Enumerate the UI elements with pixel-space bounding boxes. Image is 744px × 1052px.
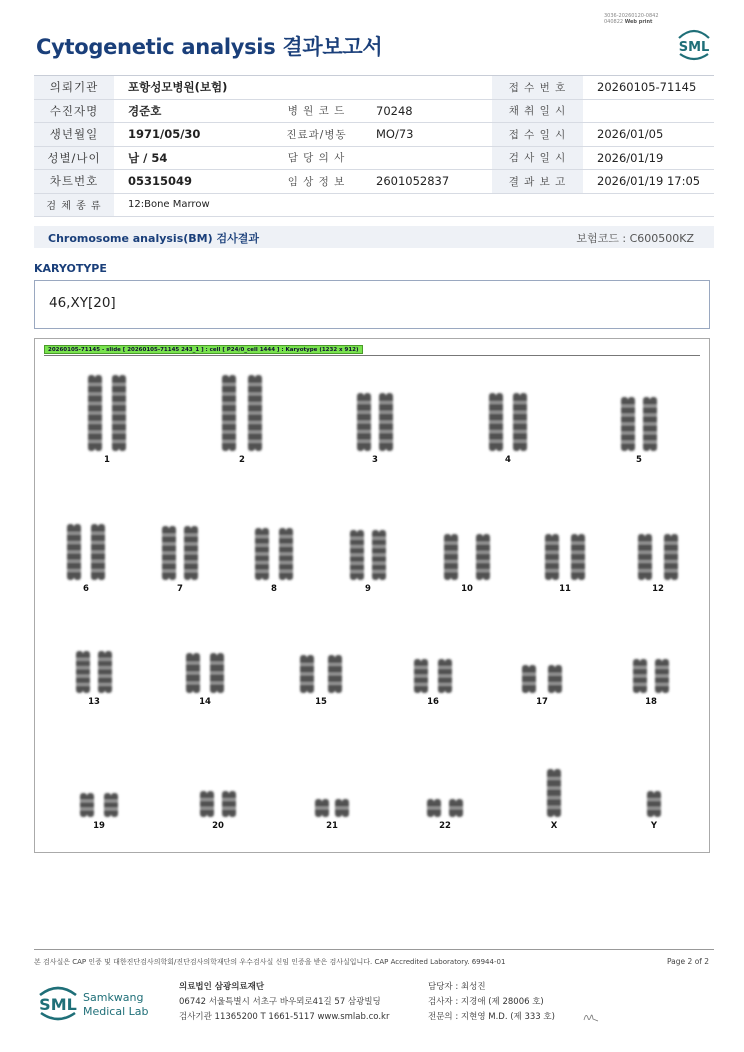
chromosome-pair-11 bbox=[545, 534, 585, 594]
chromosome-pair-Y bbox=[647, 791, 661, 831]
chromosome-pair-2 bbox=[222, 375, 262, 465]
info-row bbox=[34, 170, 714, 194]
staff-specialist: 전문의 : 지현영 M.D. (제 333 호) bbox=[428, 1012, 555, 1022]
chromosome-label: 2 bbox=[239, 455, 245, 465]
footer-sml-logo bbox=[36, 981, 186, 1025]
chromosome-pair-21 bbox=[315, 799, 349, 831]
info-row bbox=[34, 76, 714, 100]
value-department-ward: MO/73 bbox=[362, 123, 492, 147]
patient-info-table bbox=[34, 75, 714, 217]
image-caption: 20260105-71145 - slide [ 20260105-71145 243_1 ] : cell [ P24/0_cell 1444 ] : Karyotype (1232 x 912) bbox=[44, 345, 363, 354]
chromosome-pair-12 bbox=[638, 534, 678, 594]
page-number: Page 2 of 2 bbox=[667, 957, 710, 966]
label-receipt-datetime: 접 수 일 시 bbox=[492, 123, 583, 147]
sml-logo bbox=[674, 26, 714, 64]
web-print-label: Web print bbox=[624, 19, 653, 25]
chromosome-label: 13 bbox=[88, 697, 100, 707]
value-result-report: 2026/01/19 17:05 bbox=[583, 170, 714, 194]
chromosome-label: 11 bbox=[559, 584, 571, 594]
sml-logo-text: SML bbox=[678, 40, 710, 55]
karyotype-image bbox=[34, 338, 710, 853]
label-chart-number: 차트번호 bbox=[34, 170, 114, 194]
document-id-line1: 3036-20260120-0842 bbox=[604, 13, 659, 19]
cap-accreditation-statement: 본 검사실은 CAP 인증 및 대한진단검사의학회/진단검사의학재단의 우수검사실 신임 인증을 받은 검사실입니다. CAP Accredited Laboratory. 69944-01 bbox=[34, 958, 506, 966]
chromosome-label: X bbox=[550, 821, 558, 831]
chromosome-pair-6 bbox=[67, 524, 105, 594]
section-title: Chromosome analysis(BM) 검사결과 bbox=[48, 232, 259, 245]
chromosome-label: 22 bbox=[439, 821, 451, 831]
chromosome-label: 3 bbox=[372, 455, 378, 465]
chromosome-label: 18 bbox=[645, 697, 657, 707]
value-chart-number: 05315049 bbox=[114, 170, 271, 194]
staff-tester: 검사자 : 지경애 (제 28006 호) bbox=[428, 997, 544, 1007]
footer-logo-name2: Medical Lab bbox=[83, 1005, 149, 1018]
chromosome-label: 20 bbox=[212, 821, 224, 831]
org-name: 의료법인 삼광의료재단 bbox=[179, 982, 265, 992]
chromosome-pair-1 bbox=[88, 375, 126, 465]
info-row bbox=[34, 123, 714, 147]
chromosome-label: 8 bbox=[271, 584, 277, 594]
chromosome-pair-18 bbox=[633, 659, 669, 707]
label-collection-datetime: 채 취 일 시 bbox=[492, 99, 583, 123]
karyogram bbox=[35, 339, 711, 854]
insurance-code: 보험코드 : C600500KZ bbox=[576, 232, 694, 245]
chromosome-pair-17 bbox=[522, 665, 562, 707]
chromosome-label: 1 bbox=[104, 455, 110, 465]
value-requesting-institution: 포항성모병원(보험) bbox=[114, 76, 492, 100]
chromosome-pair-14 bbox=[186, 653, 224, 707]
label-department-ward: 진료과/병동 bbox=[271, 123, 362, 147]
chromosome-pair-X bbox=[547, 769, 561, 831]
label-test-datetime: 검 사 일 시 bbox=[492, 146, 583, 170]
chromosome-pair-4 bbox=[489, 393, 527, 465]
chromosome-pair-9 bbox=[350, 530, 386, 594]
label-clinical-info: 임 상 정 보 bbox=[271, 170, 362, 194]
label-hospital-code: 병 원 코 드 bbox=[271, 99, 362, 123]
chromosome-label: 6 bbox=[83, 584, 89, 594]
footer-staff-block bbox=[428, 980, 555, 1025]
chromosome-label: Y bbox=[650, 821, 658, 831]
value-hospital-code: 70248 bbox=[362, 99, 492, 123]
karyotype-result-box bbox=[34, 280, 710, 329]
chromosome-pair-8 bbox=[255, 528, 293, 594]
chromosome-pair-10 bbox=[444, 534, 490, 594]
chromosome-pair-15 bbox=[300, 655, 342, 707]
karyotype-value: 46,XY[20] bbox=[49, 295, 116, 311]
label-accession-number: 접 수 번 호 bbox=[492, 76, 583, 100]
chromosome-label: 19 bbox=[93, 821, 105, 831]
chromosome-pair-3 bbox=[357, 393, 393, 465]
value-patient-name: 경준호 bbox=[114, 99, 271, 123]
info-row bbox=[34, 146, 714, 170]
value-physician bbox=[362, 146, 492, 170]
value-collection-datetime bbox=[583, 99, 714, 123]
value-birthdate: 1971/05/30 bbox=[114, 123, 271, 147]
chromosome-label: 5 bbox=[636, 455, 642, 465]
karyotype-label: KARYOTYPE bbox=[34, 262, 107, 275]
org-address: 06742 서울특별시 서초구 바우뫼로41길 57 삼광빌딩 bbox=[179, 997, 381, 1007]
footer-logo-name1: Samkwang bbox=[83, 991, 144, 1004]
value-test-datetime: 2026/01/19 bbox=[583, 146, 714, 170]
label-result-report: 결 과 보 고 bbox=[492, 170, 583, 194]
chromosome-pair-7 bbox=[162, 526, 198, 594]
label-specimen-type: 검 체 종 류 bbox=[34, 193, 114, 217]
document-id bbox=[604, 13, 659, 25]
chromosome-pair-5 bbox=[621, 397, 657, 465]
staff-in-charge: 담당자 : 최성진 bbox=[428, 982, 486, 992]
footer-divider bbox=[34, 949, 714, 950]
value-accession-number: 20260105-71145 bbox=[583, 76, 714, 100]
chromosome-pair-20 bbox=[200, 791, 236, 831]
chromosome-label: 17 bbox=[536, 697, 548, 707]
label-patient-name: 수진자명 bbox=[34, 99, 114, 123]
info-row bbox=[34, 99, 714, 123]
chromosome-label: 21 bbox=[326, 821, 338, 831]
chromosome-pair-13 bbox=[76, 651, 112, 707]
label-birthdate: 생년월일 bbox=[34, 123, 114, 147]
chromosome-label: 4 bbox=[505, 455, 511, 465]
report-title: Cytogenetic analysis 결과보고서 bbox=[36, 35, 383, 59]
value-clinical-info: 2601052837 bbox=[362, 170, 492, 194]
document-id-line2: 040822 Web print bbox=[604, 19, 653, 25]
label-physician: 담 당 의 사 bbox=[271, 146, 362, 170]
chromosome-label: 12 bbox=[652, 584, 664, 594]
chromosome-label: 7 bbox=[177, 584, 183, 594]
chromosome-pair-22 bbox=[427, 799, 463, 831]
specialist-signature bbox=[582, 1010, 600, 1024]
chromosome-label: 16 bbox=[427, 697, 439, 707]
chromosome-label: 15 bbox=[315, 697, 327, 707]
chromosome-pair-19 bbox=[80, 793, 118, 831]
label-requesting-institution: 의뢰기관 bbox=[34, 76, 114, 100]
value-receipt-datetime: 2026/01/05 bbox=[583, 123, 714, 147]
org-contact: 검사기관 11365200 T 1661-5117 www.smlab.co.kr bbox=[179, 1012, 390, 1022]
value-specimen-type: 12:Bone Marrow bbox=[114, 193, 714, 217]
chromosome-label: 9 bbox=[365, 584, 371, 594]
value-sex-age: 남 / 54 bbox=[114, 146, 271, 170]
info-row bbox=[34, 193, 714, 217]
chromosome-label: 14 bbox=[199, 697, 211, 707]
footer-logo-mark: SML bbox=[39, 995, 77, 1014]
chromosome-label: 10 bbox=[461, 584, 473, 594]
label-sex-age: 성별/나이 bbox=[34, 146, 114, 170]
result-section-header bbox=[34, 226, 714, 248]
footer-address-block bbox=[179, 980, 389, 1025]
chromosome-pair-16 bbox=[414, 659, 452, 707]
